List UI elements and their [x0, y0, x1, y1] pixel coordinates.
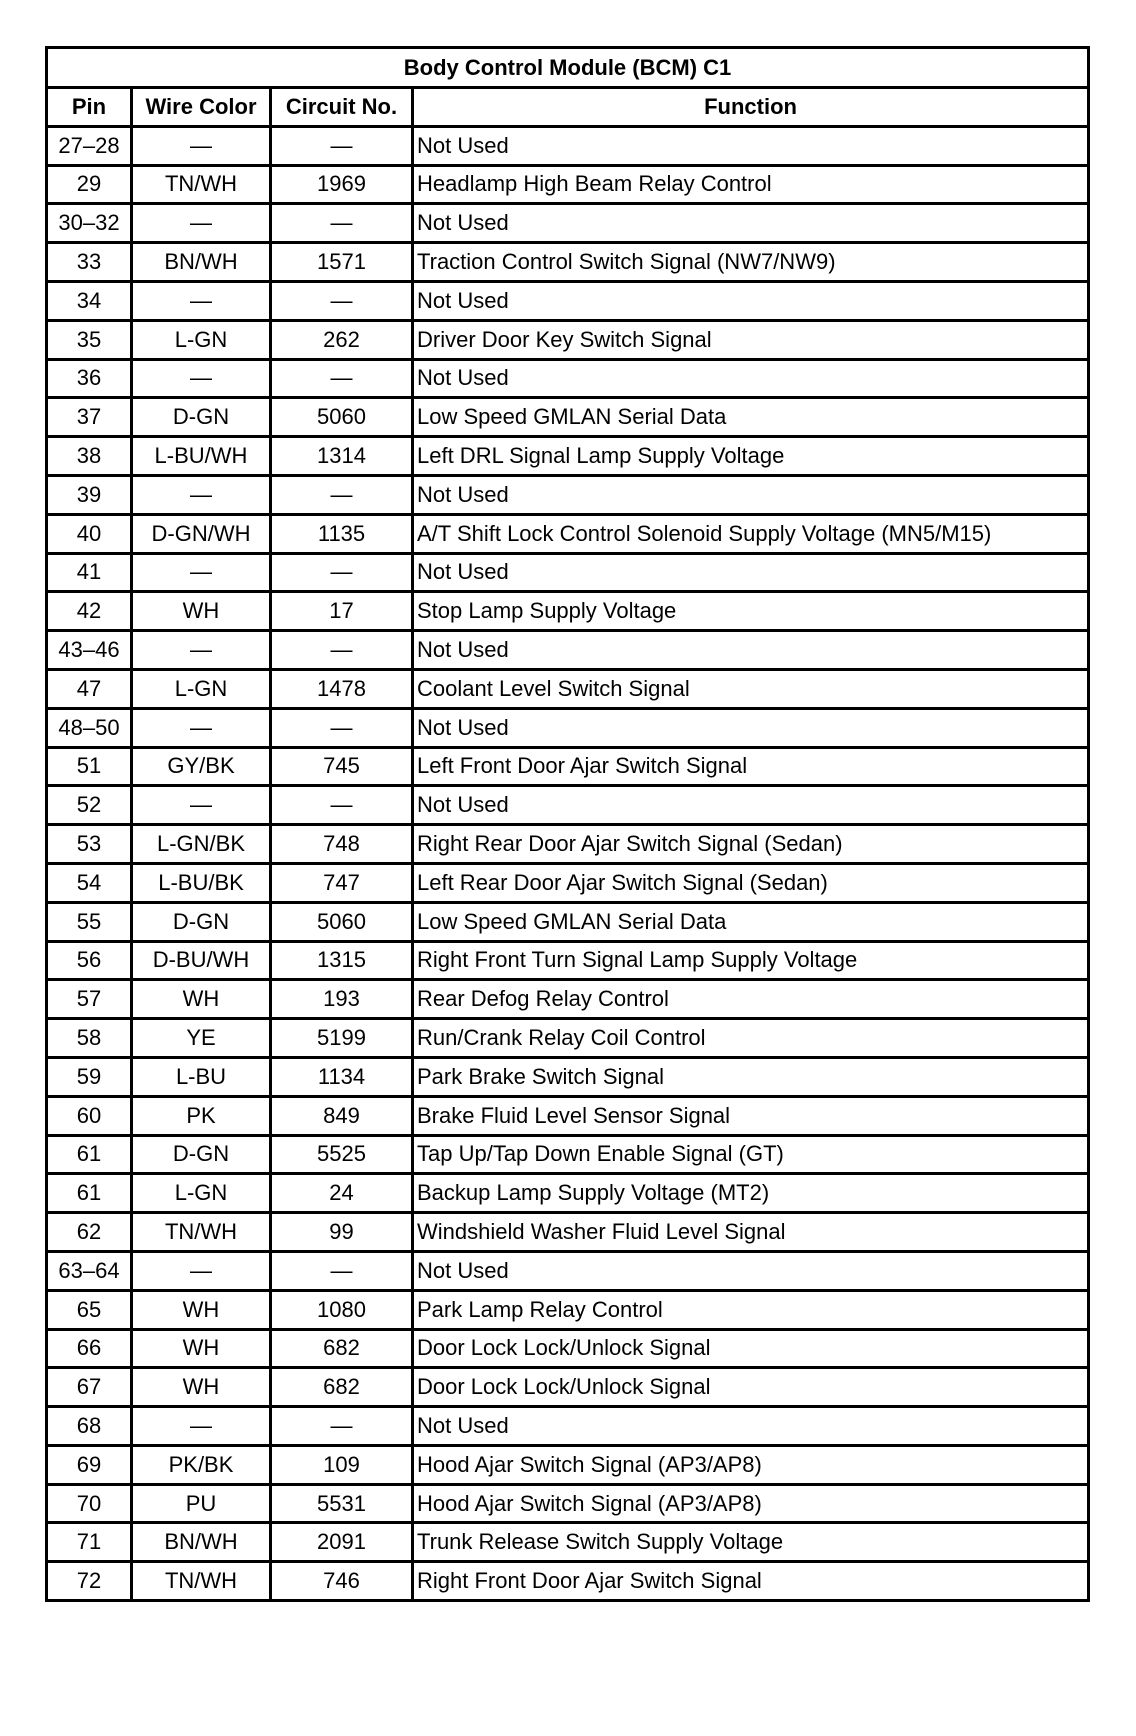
function-cell: Left DRL Signal Lamp Supply Voltage — [413, 437, 1089, 476]
table-row — [47, 1213, 1089, 1252]
circuit-cell: 1134 — [271, 1057, 413, 1096]
table-row — [47, 1445, 1089, 1484]
table-row — [47, 863, 1089, 902]
circuit-cell: — — [271, 475, 413, 514]
table-row — [47, 475, 1089, 514]
pin-cell: 62 — [47, 1213, 132, 1252]
function-cell: Hood Ajar Switch Signal (AP3/AP8) — [413, 1445, 1089, 1484]
circuit-cell: 1478 — [271, 669, 413, 708]
function-cell: Not Used — [413, 281, 1089, 320]
wire-color-cell: L-GN — [132, 1174, 271, 1213]
circuit-cell: 109 — [271, 1445, 413, 1484]
pin-cell: 33 — [47, 243, 132, 282]
function-cell: Headlamp High Beam Relay Control — [413, 165, 1089, 204]
pin-cell: 59 — [47, 1057, 132, 1096]
pin-cell: 39 — [47, 475, 132, 514]
table-row — [47, 359, 1089, 398]
wire-color-cell: BN/WH — [132, 243, 271, 282]
table-row — [47, 1484, 1089, 1523]
pin-cell: 66 — [47, 1329, 132, 1368]
table-row — [47, 514, 1089, 553]
circuit-cell: — — [271, 126, 413, 165]
pin-cell: 36 — [47, 359, 132, 398]
wire-color-cell: D-GN — [132, 398, 271, 437]
function-cell: Door Lock Lock/Unlock Signal — [413, 1329, 1089, 1368]
table-row — [47, 708, 1089, 747]
table-row — [47, 825, 1089, 864]
table-row — [47, 204, 1089, 243]
table-row — [47, 902, 1089, 941]
table-row — [47, 1523, 1089, 1562]
wire-color-cell: WH — [132, 1290, 271, 1329]
circuit-cell: — — [271, 204, 413, 243]
circuit-cell: 5531 — [271, 1484, 413, 1523]
circuit-cell: 2091 — [271, 1523, 413, 1562]
circuit-cell: — — [271, 553, 413, 592]
function-cell: Run/Crank Relay Coil Control — [413, 1019, 1089, 1058]
wire-color-cell: D-GN/WH — [132, 514, 271, 553]
pin-cell: 43–46 — [47, 631, 132, 670]
pin-cell: 41 — [47, 553, 132, 592]
wire-color-cell: TN/WH — [132, 165, 271, 204]
pin-cell: 51 — [47, 747, 132, 786]
table-row — [47, 786, 1089, 825]
circuit-cell: — — [271, 1251, 413, 1290]
function-cell: Not Used — [413, 359, 1089, 398]
function-cell: Left Rear Door Ajar Switch Signal (Sedan) — [413, 863, 1089, 902]
function-cell: Coolant Level Switch Signal — [413, 669, 1089, 708]
wire-color-cell: PU — [132, 1484, 271, 1523]
function-cell: Stop Lamp Supply Voltage — [413, 592, 1089, 631]
pin-cell: 37 — [47, 398, 132, 437]
table-row — [47, 437, 1089, 476]
circuit-cell: 748 — [271, 825, 413, 864]
wire-color-cell: D-GN — [132, 902, 271, 941]
table-row — [47, 669, 1089, 708]
circuit-cell: 5060 — [271, 398, 413, 437]
table-row — [47, 1407, 1089, 1446]
table-row — [47, 281, 1089, 320]
table-row — [47, 1562, 1089, 1601]
circuit-cell: 682 — [271, 1368, 413, 1407]
pin-cell: 61 — [47, 1135, 132, 1174]
function-cell: Not Used — [413, 204, 1089, 243]
table-row — [47, 165, 1089, 204]
pin-cell: 56 — [47, 941, 132, 980]
wire-color-cell: TN/WH — [132, 1562, 271, 1601]
function-cell: Low Speed GMLAN Serial Data — [413, 902, 1089, 941]
function-cell: Windshield Washer Fluid Level Signal — [413, 1213, 1089, 1252]
table-row — [47, 631, 1089, 670]
function-cell: Hood Ajar Switch Signal (AP3/AP8) — [413, 1484, 1089, 1523]
function-cell: Not Used — [413, 631, 1089, 670]
wire-color-cell: D-BU/WH — [132, 941, 271, 980]
circuit-cell: 5525 — [271, 1135, 413, 1174]
function-cell: Not Used — [413, 553, 1089, 592]
wire-color-cell: — — [132, 126, 271, 165]
wire-color-cell: — — [132, 553, 271, 592]
circuit-cell: — — [271, 281, 413, 320]
function-cell: Tap Up/Tap Down Enable Signal (GT) — [413, 1135, 1089, 1174]
circuit-cell: 1571 — [271, 243, 413, 282]
wire-color-cell: L-GN — [132, 669, 271, 708]
circuit-cell: 193 — [271, 980, 413, 1019]
table-row — [47, 1368, 1089, 1407]
pin-cell: 40 — [47, 514, 132, 553]
function-cell: Not Used — [413, 1251, 1089, 1290]
table-row — [47, 243, 1089, 282]
function-cell: Park Lamp Relay Control — [413, 1290, 1089, 1329]
pin-cell: 60 — [47, 1096, 132, 1135]
table-row — [47, 320, 1089, 359]
pin-cell: 35 — [47, 320, 132, 359]
function-cell: A/T Shift Lock Control Solenoid Supply Voltage (MN5/M15) — [413, 514, 1089, 553]
circuit-cell: 682 — [271, 1329, 413, 1368]
pin-cell: 68 — [47, 1407, 132, 1446]
wire-color-cell: TN/WH — [132, 1213, 271, 1252]
header-circuit-no: Circuit No. — [271, 88, 413, 127]
wire-color-cell: L-BU/BK — [132, 863, 271, 902]
circuit-cell: 1314 — [271, 437, 413, 476]
table-row — [47, 941, 1089, 980]
function-cell: Left Front Door Ajar Switch Signal — [413, 747, 1089, 786]
wire-color-cell: PK/BK — [132, 1445, 271, 1484]
wire-color-cell: — — [132, 708, 271, 747]
table-row — [47, 1174, 1089, 1213]
pin-cell: 54 — [47, 863, 132, 902]
wire-color-cell: WH — [132, 1368, 271, 1407]
circuit-cell: 17 — [271, 592, 413, 631]
circuit-cell: 1969 — [271, 165, 413, 204]
wire-color-cell: — — [132, 204, 271, 243]
wire-color-cell: L-BU — [132, 1057, 271, 1096]
function-cell: Low Speed GMLAN Serial Data — [413, 398, 1089, 437]
bcm-connector-table — [45, 46, 1090, 1602]
wire-color-cell: — — [132, 359, 271, 398]
header-pin: Pin — [47, 88, 132, 127]
pin-cell: 63–64 — [47, 1251, 132, 1290]
function-cell: Not Used — [413, 475, 1089, 514]
circuit-cell: 747 — [271, 863, 413, 902]
wire-color-cell: L-BU/WH — [132, 437, 271, 476]
function-cell: Right Rear Door Ajar Switch Signal (Sedan) — [413, 825, 1089, 864]
circuit-cell: 1080 — [271, 1290, 413, 1329]
wire-color-cell: — — [132, 631, 271, 670]
wire-color-cell: L-GN/BK — [132, 825, 271, 864]
function-cell: Right Front Turn Signal Lamp Supply Voltage — [413, 941, 1089, 980]
wire-color-cell: D-GN — [132, 1135, 271, 1174]
table-row — [47, 398, 1089, 437]
pin-cell: 29 — [47, 165, 132, 204]
function-cell: Rear Defog Relay Control — [413, 980, 1089, 1019]
function-cell: Brake Fluid Level Sensor Signal — [413, 1096, 1089, 1135]
pin-cell: 30–32 — [47, 204, 132, 243]
circuit-cell: — — [271, 786, 413, 825]
function-cell: Driver Door Key Switch Signal — [413, 320, 1089, 359]
wire-color-cell: PK — [132, 1096, 271, 1135]
header-function: Function — [413, 88, 1089, 127]
wire-color-cell: — — [132, 1407, 271, 1446]
circuit-cell: 1135 — [271, 514, 413, 553]
pin-cell: 55 — [47, 902, 132, 941]
pin-cell: 65 — [47, 1290, 132, 1329]
function-cell: Door Lock Lock/Unlock Signal — [413, 1368, 1089, 1407]
pin-cell: 69 — [47, 1445, 132, 1484]
circuit-cell: 5199 — [271, 1019, 413, 1058]
function-cell: Trunk Release Switch Supply Voltage — [413, 1523, 1089, 1562]
table-row — [47, 1019, 1089, 1058]
circuit-cell: — — [271, 708, 413, 747]
pin-cell: 34 — [47, 281, 132, 320]
pin-cell: 58 — [47, 1019, 132, 1058]
pin-cell: 47 — [47, 669, 132, 708]
wire-color-cell: WH — [132, 980, 271, 1019]
pin-cell: 53 — [47, 825, 132, 864]
pin-cell: 42 — [47, 592, 132, 631]
wire-color-cell: — — [132, 281, 271, 320]
table-row — [47, 553, 1089, 592]
pin-cell: 38 — [47, 437, 132, 476]
table-row — [47, 980, 1089, 1019]
wire-color-cell: L-GN — [132, 320, 271, 359]
table-row — [47, 1057, 1089, 1096]
wire-color-cell: WH — [132, 592, 271, 631]
function-cell: Right Front Door Ajar Switch Signal — [413, 1562, 1089, 1601]
wire-color-cell: BN/WH — [132, 1523, 271, 1562]
circuit-cell: 745 — [271, 747, 413, 786]
table-row — [47, 1135, 1089, 1174]
circuit-cell: — — [271, 1407, 413, 1446]
wire-color-cell: — — [132, 475, 271, 514]
pin-cell: 61 — [47, 1174, 132, 1213]
pin-cell: 70 — [47, 1484, 132, 1523]
function-cell: Not Used — [413, 126, 1089, 165]
circuit-cell: 5060 — [271, 902, 413, 941]
wire-color-cell: WH — [132, 1329, 271, 1368]
table-row — [47, 747, 1089, 786]
function-cell: Backup Lamp Supply Voltage (MT2) — [413, 1174, 1089, 1213]
circuit-cell: — — [271, 359, 413, 398]
pin-cell: 27–28 — [47, 126, 132, 165]
table-row — [47, 1096, 1089, 1135]
pin-cell: 57 — [47, 980, 132, 1019]
table-row — [47, 1290, 1089, 1329]
pin-cell: 52 — [47, 786, 132, 825]
circuit-cell: 99 — [271, 1213, 413, 1252]
circuit-cell: 746 — [271, 1562, 413, 1601]
pin-cell: 67 — [47, 1368, 132, 1407]
wire-color-cell: — — [132, 786, 271, 825]
table-title: Body Control Module (BCM) C1 — [47, 48, 1089, 88]
table-row — [47, 1329, 1089, 1368]
wire-color-cell: — — [132, 1251, 271, 1290]
function-cell: Not Used — [413, 786, 1089, 825]
table-row — [47, 592, 1089, 631]
pin-cell: 48–50 — [47, 708, 132, 747]
header-wire-color: Wire Color — [132, 88, 271, 127]
wire-color-cell: GY/BK — [132, 747, 271, 786]
function-cell: Not Used — [413, 1407, 1089, 1446]
circuit-cell: — — [271, 631, 413, 670]
table-row — [47, 126, 1089, 165]
pin-cell: 71 — [47, 1523, 132, 1562]
function-cell: Traction Control Switch Signal (NW7/NW9) — [413, 243, 1089, 282]
wire-color-cell: YE — [132, 1019, 271, 1058]
function-cell: Not Used — [413, 708, 1089, 747]
pin-cell: 72 — [47, 1562, 132, 1601]
circuit-cell: 24 — [271, 1174, 413, 1213]
table-row — [47, 1251, 1089, 1290]
circuit-cell: 849 — [271, 1096, 413, 1135]
circuit-cell: 1315 — [271, 941, 413, 980]
circuit-cell: 262 — [271, 320, 413, 359]
function-cell: Park Brake Switch Signal — [413, 1057, 1089, 1096]
